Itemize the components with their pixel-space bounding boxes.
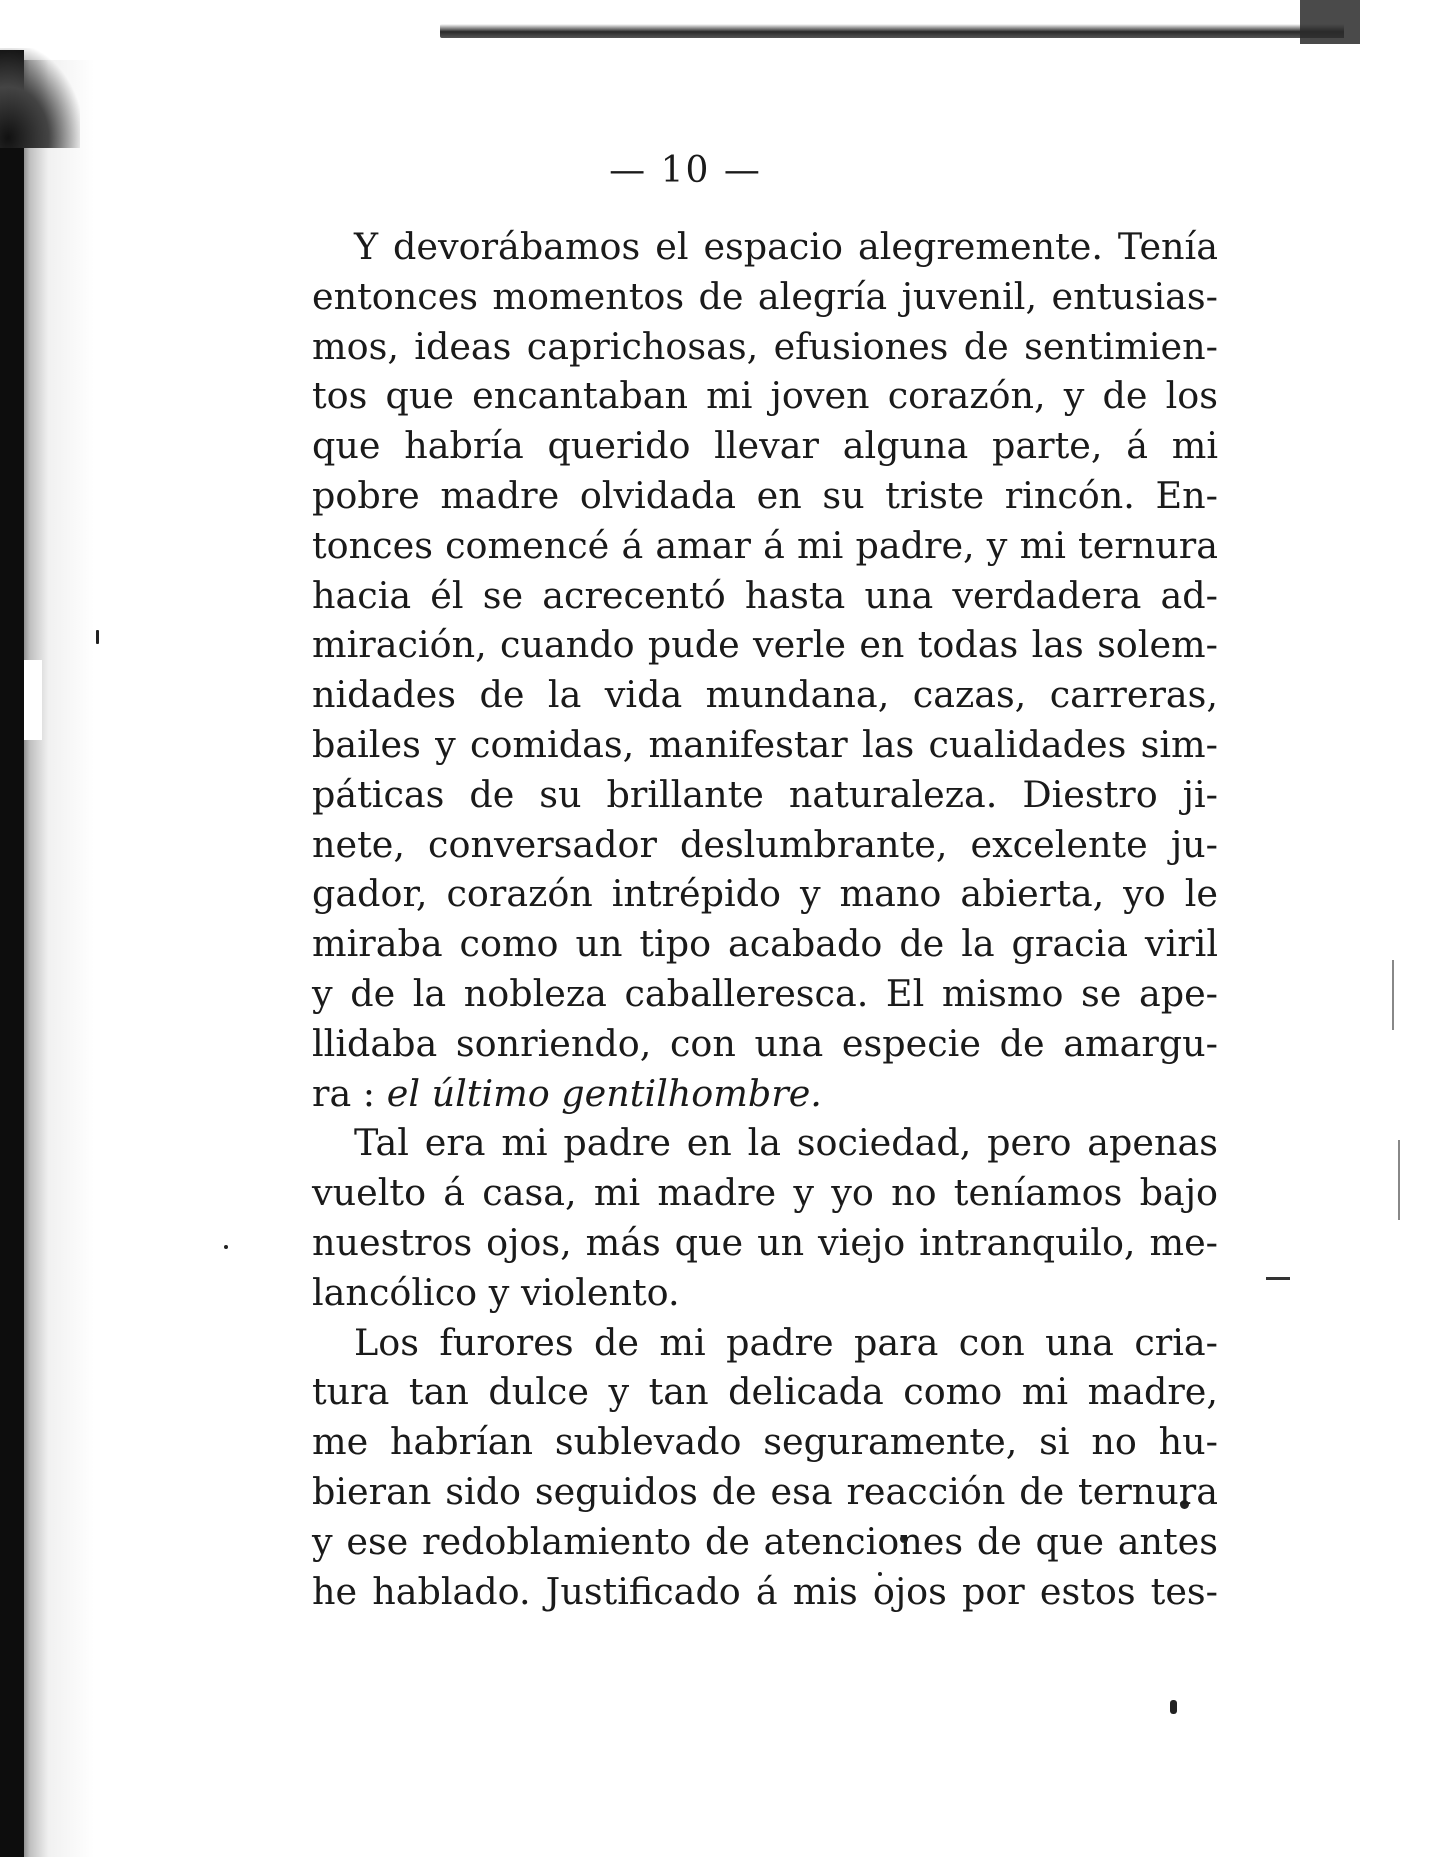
- text-line: tos que encantaban mi joven corazón, y de los: [312, 374, 1218, 418]
- scan-speck: [96, 630, 99, 644]
- text-line: hacia él se acrecentó hasta una verdadera ad-: [312, 573, 1218, 617]
- text-line: he hablado. Justificado á mis ojos por estos tes-: [312, 1569, 1218, 1613]
- text-line: páticas de su brillante naturaleza. Diestro ji-: [312, 772, 1218, 816]
- text-line: Los furores de mi padre para con una cria-: [354, 1320, 1218, 1364]
- text-line: nete, conversador deslumbrante, excelente ju-: [312, 822, 1218, 866]
- text-line: miraba como un tipo acabado de la gracia viril: [312, 922, 1218, 966]
- text-line: tura tan dulce y tan delicada como mi madre,: [312, 1370, 1218, 1414]
- scan-speck: [1170, 1700, 1177, 1714]
- scan-binding-shadow: [24, 60, 94, 1857]
- text-line: vuelto á casa, mi madre y yo no teníamos bajo: [312, 1171, 1218, 1215]
- text-line: bieran sido seguidos de esa reacción de ternura: [312, 1469, 1218, 1513]
- scan-speck: [224, 1245, 228, 1249]
- text-line: miración, cuando pude verle en todas las solem-: [312, 623, 1218, 667]
- text-line: que habría querido llevar alguna parte, á mi: [312, 424, 1218, 468]
- text-line: nuestros ojos, más que un viejo intranquilo, me-: [312, 1220, 1218, 1264]
- scan-margin-line: [1392, 960, 1394, 1030]
- scan-margin-line: [1398, 1140, 1400, 1220]
- text-line: nidades de la vida mundana, cazas, carreras,: [312, 673, 1218, 717]
- text-line: tonces comencé á amar á mi padre, y mi ternura: [312, 523, 1218, 567]
- scan-spine-notch: [24, 660, 42, 740]
- text-line: Y devorábamos el espacio alegremente. Tenía: [354, 225, 1218, 268]
- text-run: ra :: [312, 1071, 387, 1115]
- page-number: — 10 —: [609, 150, 762, 191]
- text-line: y de la nobleza caballeresca. El mismo se ape-: [312, 971, 1218, 1015]
- text-line: gador, corazón intrépido y mano abierta, yo le: [312, 872, 1218, 916]
- text-line: [312, 1069, 1218, 1119]
- text-line: Tal era mi padre en la sociedad, pero apenas: [354, 1121, 1218, 1165]
- scan-top-corner-shadow: [1300, 0, 1360, 44]
- body-text: [312, 222, 1218, 1616]
- text-line: bailes y comidas, manifestar las cualidades sim-: [312, 722, 1218, 766]
- scan-top-rule: [440, 24, 1344, 38]
- text-line: pobre madre olvidada en su triste rincón. En-: [312, 473, 1218, 517]
- text-line: me habrían sublevado seguramente, si no hu-: [312, 1420, 1218, 1464]
- scan-page-curl: [0, 48, 80, 148]
- scan-binding-spine: [0, 50, 24, 1857]
- scan-margin-dash: [1266, 1277, 1290, 1280]
- text-line: y ese redoblamiento de atenciones de que antes: [312, 1519, 1218, 1563]
- text-line: llidaba sonriendo, con una especie de amargu-: [312, 1021, 1218, 1065]
- text-line: lancólico y violento.: [312, 1270, 680, 1314]
- text-line: mos, ideas caprichosas, efusiones de sentimien-: [312, 324, 1218, 368]
- text-line: entonces momentos de alegría juvenil, entusias-: [312, 274, 1218, 318]
- italic-phrase: el último gentilhombre.: [386, 1071, 822, 1115]
